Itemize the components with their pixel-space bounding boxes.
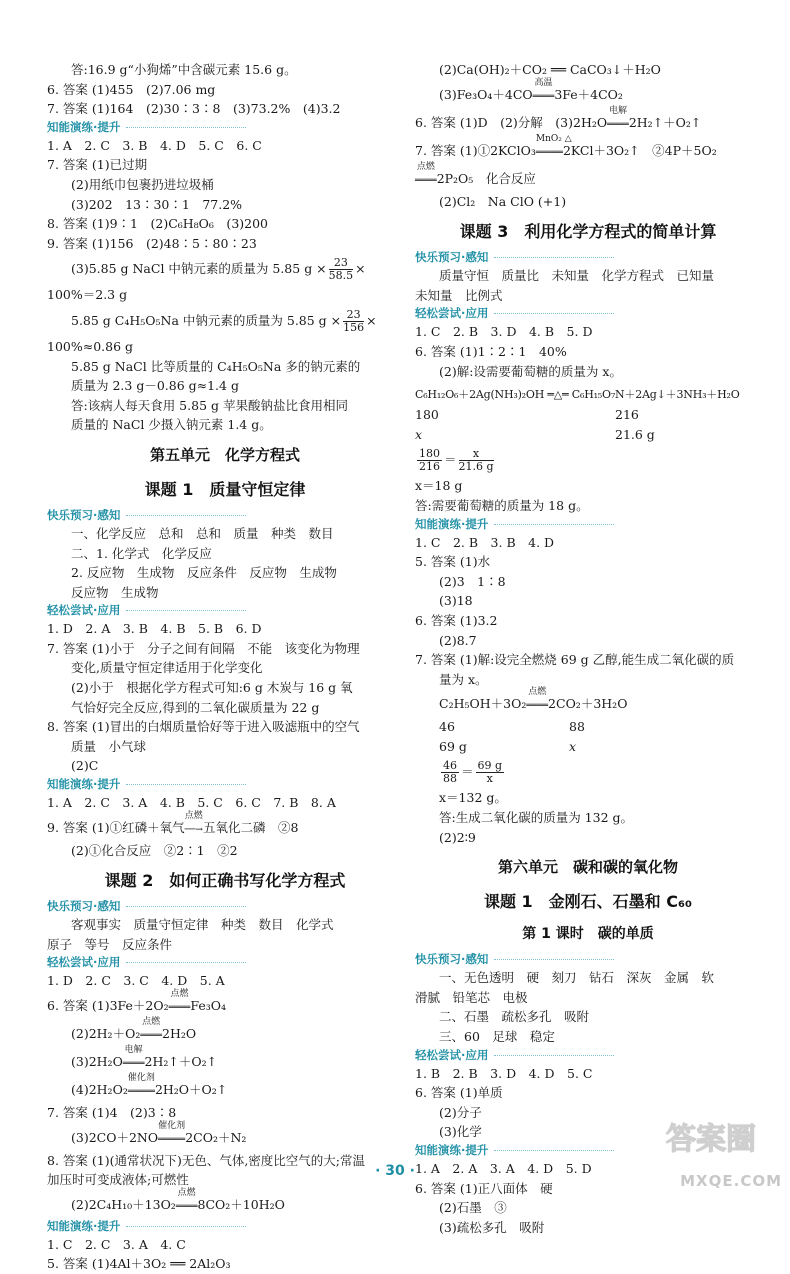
fraction-line	[47, 305, 403, 337]
equation-lhs: (3)Fe₃O₄＋4CO	[439, 86, 533, 102]
answer-line: 答:该病人每天食用 5.85 g 苹果酸钠盐比食用相同	[71, 397, 348, 413]
numerator: x	[459, 448, 494, 461]
ratio-row	[415, 425, 761, 445]
reaction-condition: 点燃	[184, 810, 203, 821]
answer-line: 2. 反应物 生成物 反应条件 反应物 生成物	[71, 565, 337, 581]
denominator: x	[486, 772, 493, 786]
section-tag: 快乐预习·感知	[415, 951, 761, 968]
answer-line: (3)202 13∶30∶1 77.2%	[71, 196, 243, 212]
numerator: 69 g	[477, 759, 503, 773]
reaction-arrow: 电解 ════	[122, 1045, 145, 1069]
answer-line: 1. C 2. B 3. D 4. B 5. D	[415, 324, 593, 340]
answer-line: (3)疏松多孔 吸附	[439, 1219, 545, 1235]
right-column	[415, 60, 761, 1237]
ratio-value: 21.6 g	[615, 426, 655, 442]
reaction-arrow: 点燃 ════	[415, 161, 437, 186]
answer-line: 1. D 2. A 3. B 4. B 5. B 6. D	[47, 621, 262, 637]
answer-line: 变化,质量守恒定律适用于化学变化	[71, 660, 263, 676]
reaction-condition: MnO₂ △	[535, 133, 572, 144]
section-tag: 知能演练·提升	[415, 516, 761, 533]
answer-line: 滑腻 铅笔芯 电极	[415, 989, 528, 1005]
answer-line: (2)小于 根据化学方程式可知:6 g 木炭与 16 g 氧	[71, 680, 353, 696]
answer-line: 7. 答案 (1)已过期	[47, 157, 148, 173]
equation-lhs: (2)2C₄H₁₀＋13O₂	[71, 1196, 176, 1212]
answer-line: 二、1. 化学式 化学反应	[71, 545, 212, 561]
equation-line	[47, 810, 403, 841]
equation-lhs: (4)2H₂O₂	[71, 1082, 128, 1097]
numerator: 23	[343, 309, 364, 322]
answer-line: 量为 x。	[439, 671, 488, 687]
ratio-row	[415, 405, 761, 425]
equation-rhs: 2P₂O₅ 化合反应	[436, 170, 536, 186]
answer-line: 1. A 2. C 3. A 4. B 5. C 6. C 7. B 8. A	[47, 795, 336, 811]
reaction-arrow: 点燃 ════	[140, 1017, 163, 1041]
reaction-arrow: 电解 ════	[607, 105, 629, 130]
reaction-condition: 催化剂	[127, 1073, 155, 1083]
answer-line: (2)石墨 ③	[439, 1200, 507, 1216]
reaction-condition: 点燃	[528, 687, 547, 698]
equation-lhs: (3)2H₂O	[71, 1054, 123, 1069]
answer-line: 答:生成二氧化碳的质量为 132 g。	[439, 810, 634, 826]
fraction	[329, 257, 354, 282]
ratio-value: 88	[569, 719, 585, 735]
section-tag: 知能演练·提升	[47, 1218, 403, 1235]
ratio-value: 46	[439, 719, 455, 735]
fraction-text: (3)5.85 g NaCl 中钠元素的质量为 5.85 g ×	[71, 261, 327, 277]
equation-line	[47, 1120, 403, 1151]
fraction	[417, 448, 442, 473]
ratio-value: 69 g	[439, 738, 467, 754]
answer-line: 气恰好完全反应,得到的二氧化碳质量为 22 g	[71, 699, 320, 715]
numerator: 46	[443, 759, 457, 773]
ratio-row	[415, 717, 761, 737]
answer-line: 5. 答案 (1)4Al＋3O₂ ══ 2Al₂O₃	[47, 1256, 231, 1272]
fraction-text: ×	[366, 312, 377, 328]
reaction-condition: 催化剂	[158, 1120, 186, 1131]
answer-line: 6. 答案 (1)455 (2)7.06 mg	[47, 81, 216, 97]
answer-line: (2)用纸巾包裹扔进垃圾桶	[71, 176, 214, 192]
answer-line: (2)分子	[439, 1104, 482, 1120]
section-tag: 轻松尝试·应用	[47, 954, 403, 971]
equation-rhs: 2H₂↑＋O₂↑	[628, 114, 702, 130]
answer-line: 未知量 比例式	[415, 287, 503, 303]
section-tag: 知能演练·提升	[47, 119, 403, 136]
left-column	[47, 60, 403, 1274]
equation-lhs: (3)2CO＋2NO	[71, 1129, 159, 1145]
answer-line: 1. B 2. B 3. D 4. D 5. C	[415, 1065, 593, 1081]
answer-line: 7. 答案 (1)164 (2)30∶3∶8 (3)73.2% (4)3.2	[47, 101, 341, 117]
ratio-value: 216	[615, 407, 639, 423]
answer-line: 7. 答案 (1)4 (2)3∶8	[47, 1105, 177, 1120]
equation-line	[47, 1019, 403, 1047]
answer-line: (2)8.7	[439, 632, 477, 648]
equation-rhs: 2H₂↑＋O₂↑	[144, 1054, 218, 1069]
reaction-arrow: 点燃 ════	[168, 989, 191, 1013]
session-heading: 第 1 课时 碳的单质	[522, 926, 654, 943]
ratio-value: 180	[415, 407, 439, 423]
equation-line	[47, 991, 403, 1019]
answer-line: (2)C	[71, 758, 99, 774]
answer-line: (2)Ca(OH)₂＋CO₂ ══ CaCO₃↓＋H₂O	[439, 62, 661, 77]
denominator: 156	[343, 320, 365, 334]
reaction-condition: 电解	[608, 105, 627, 116]
reaction-arrow: 高温 ════	[532, 77, 555, 102]
answer-line: 8. 答案 (1)9∶1 (2)C₆H₈O₆ (3)200	[47, 216, 269, 232]
section-tag: 快乐预习·感知	[47, 507, 403, 524]
denominator: 21.6 g	[458, 460, 494, 474]
section-tag: 快乐预习·感知	[47, 898, 403, 915]
answer-line: x＝132 g。	[439, 790, 507, 806]
answer-line: 客观事实 质量守恒定律 种类 数目 化学式	[71, 917, 334, 933]
equation-line	[47, 1187, 403, 1218]
equation-rhs: 3Fe＋4CO₂	[554, 86, 623, 102]
denominator: 216	[419, 460, 440, 474]
answer-line: 6. 答案 (1)3.2	[415, 612, 498, 628]
watermark-text: 答案圈	[666, 1122, 756, 1157]
equation-rhs: 8CO₂＋10H₂O	[197, 1196, 285, 1212]
answer-line: 5.85 g NaCl 比等质量的 C₄H₅O₅Na 多的钠元素的	[71, 358, 361, 374]
answer-line: x＝18 g	[415, 478, 463, 494]
answer-line: 一、化学反应 总和 总和 质量 种类 数目	[71, 525, 334, 541]
lesson-heading: 课题 1 质量守恒定律	[144, 479, 306, 499]
equation-rhs: 2H₂O＋O₂↑	[154, 1082, 228, 1097]
answer-line: 7. 答案 (1)小于 分子之间有间隔 不能 该变化为物理	[47, 640, 360, 656]
reaction-condition: 电解	[124, 1045, 143, 1055]
reaction-arrow: 催化剂 ═════	[127, 1073, 155, 1097]
answer-line: 三、60 足球 稳定	[439, 1029, 555, 1045]
ratio-value: x	[569, 738, 577, 754]
answer-line: 答:需要葡萄糖的质量为 18 g。	[415, 497, 589, 513]
proportion-line: $\frac{46}{88}$ ＝ $\frac{69 g}{x}$	[443, 759, 503, 786]
section-tag: 轻松尝试·应用	[47, 602, 403, 619]
equation-lhs: 6. 答案 (1)3Fe＋2O₂	[47, 998, 169, 1013]
reaction-condition: 点燃	[177, 1187, 196, 1198]
unit-heading: 第六单元 碳和碳的氧化物	[497, 858, 678, 877]
fraction	[343, 309, 364, 334]
equation-line	[415, 105, 761, 136]
reaction-arrow: 点燃 ──→	[184, 810, 203, 835]
answer-line: (2)Cl₂ Na ClO (+1)	[439, 193, 567, 209]
section-tag: 轻松尝试·应用	[415, 1047, 761, 1064]
answer-line: 二、石墨 疏松多孔 吸附	[439, 1009, 590, 1025]
answer-line: (3)化学	[439, 1124, 482, 1140]
lesson-heading: 课题 1 金刚石、石墨和 C₆₀	[483, 892, 693, 912]
answer-line: 一、无色透明 硬 刻刀 钻石 深灰 金属 软	[439, 970, 715, 986]
answer-line: 7. 答案 (1)解:设完全燃烧 69 g 乙醇,能生成二氧化碳的质	[415, 652, 735, 668]
proportion-line: $\frac{180}{216}$ ＝ $\frac{x}{21.6 g}$	[419, 447, 494, 474]
answer-line: 质量的 NaCl 少摄入钠元素 1.4 g。	[71, 417, 272, 433]
answer-line: 1. A 2. A 3. A 4. D 5. D	[415, 1161, 592, 1176]
reaction-arrow: 点燃 ════	[175, 1187, 198, 1212]
answer-line: (2)①化合反应 ②2∶1 ②2	[71, 842, 238, 858]
fraction	[476, 760, 505, 785]
reaction-condition: 点燃	[416, 161, 435, 172]
equation-rhs: 2H₂O	[162, 1026, 197, 1041]
fraction-text: ×	[355, 261, 366, 277]
equation-line: C₆H₁₂O₆＋2Ag(NH₃)₂OH ═△═ C₆H₁₅O₇N＋2Ag↓＋3NH₃＋H₂O	[415, 388, 740, 402]
equation-line	[415, 133, 761, 164]
answer-line: 9. 答案 (1)156 (2)48∶5∶80∶23	[47, 235, 257, 251]
answer-line: 6. 答案 (1)1∶2∶1 40%	[415, 343, 567, 359]
answer-line: 反应物 生成物	[71, 584, 159, 600]
answer-line: 100%≈0.86 g	[47, 338, 134, 354]
answer-line: (2)2∶9	[439, 829, 476, 845]
fraction-text: 5.85 g C₄H₅O₅Na 中钠元素的质量为 5.85 g ×	[71, 312, 342, 328]
reaction-condition: 点燃	[170, 989, 189, 999]
equation-lhs: 9. 答案 (1)①红磷＋氧气	[47, 819, 185, 835]
fraction-line	[47, 253, 403, 285]
reaction-arrow: MnO₂ △ ═════	[535, 133, 572, 158]
lesson-heading: 课题 2 如何正确书写化学方程式	[104, 871, 346, 891]
answer-line: 1. C 2. B 3. B 4. D	[415, 534, 555, 550]
answer-line: (3)18	[439, 593, 473, 609]
numerator: 23	[329, 257, 354, 270]
equation-rhs: 2CO₂＋3H₂O	[548, 696, 628, 712]
section-tag: 快乐预习·感知	[415, 249, 761, 266]
answer-line: (2)3 1∶8	[439, 573, 506, 589]
answer-line: 质量守恒 质量比 未知量 化学方程式 已知量	[439, 268, 715, 284]
answer-line: 1. D 2. C 3. C 4. D 5. A	[47, 973, 225, 989]
section-tag: 知能演练·提升	[47, 776, 403, 793]
answer-line: 质量为 2.3 g－0.86 g≈1.4 g	[71, 378, 239, 394]
equation-lhs: C₂H₅OH＋3O₂	[439, 696, 527, 712]
answer-line: 8. 答案 (1)(通常状况下)无色、气体,密度比空气的大;常温	[47, 1152, 366, 1168]
lesson-heading: 课题 3 利用化学方程式的简单计算	[459, 222, 717, 242]
equation-rhs: 2KCl＋3O₂↑ ②4P＋5O₂	[562, 142, 717, 158]
equation-rhs: 五氧化二磷 ②8	[202, 819, 299, 835]
answer-line: 6. 答案 (1)单质	[415, 1085, 503, 1101]
watermark-url: MXQE.COM	[680, 1172, 782, 1191]
equation-rhs: Fe₃O₄	[190, 998, 226, 1013]
equation-line	[47, 1075, 403, 1103]
answer-line: 质量 小气球	[71, 738, 147, 754]
equation-line	[47, 1047, 403, 1075]
answer-line: 5. 答案 (1)水	[415, 554, 491, 570]
answer-line: 100%＝2.3 g	[47, 287, 128, 303]
section-tag: 知能演练·提升	[415, 1142, 761, 1159]
watermark-logo	[660, 1122, 788, 1194]
answer-line: 答:16.9 g“小狗烯”中含碳元素 15.6 g。	[71, 62, 297, 77]
answer-line: 1. C 2. C 3. A 4. C	[47, 1236, 186, 1252]
fraction	[441, 760, 459, 785]
equation-rhs: 2CO₂＋N₂	[185, 1129, 247, 1145]
answer-line: (2)解:设需要葡萄糖的质量为 x。	[439, 363, 622, 379]
section-tag: 轻松尝试·应用	[415, 305, 761, 322]
equation-line	[415, 161, 761, 192]
denominator: 58.5	[328, 269, 354, 283]
equation-lhs: (2)2H₂＋O₂	[71, 1026, 141, 1041]
numerator: 180	[419, 447, 440, 461]
answer-line: 加压时可变成液体;可燃性	[47, 1172, 189, 1188]
reaction-arrow: 催化剂 ═════	[158, 1120, 186, 1145]
reaction-condition: 高温	[534, 77, 553, 88]
fraction	[459, 448, 494, 473]
equation-line	[415, 689, 761, 717]
answer-line: 8. 答案 (1)冒出的白烟质量恰好等于进入吸滤瓶中的空气	[47, 719, 360, 735]
answer-line: 1. A 2. C 3. B 4. D 5. C 6. C	[47, 137, 262, 153]
answer-line: 6. 答案 (1)正八面体 硬	[415, 1180, 553, 1196]
unit-heading: 第五单元 化学方程式	[149, 445, 300, 464]
answer-line: 原子 等号 反应条件	[47, 936, 173, 952]
equation-lhs: 6. 答案 (1)D (2)分解 (3)2H₂O	[415, 114, 608, 130]
reaction-condition: 点燃	[142, 1017, 161, 1027]
ratio-row	[415, 737, 761, 757]
page-number: · 30 ·	[375, 1163, 415, 1179]
equation-lhs: 7. 答案 (1)①2KClO₃	[415, 142, 536, 158]
ratio-value: x	[415, 426, 423, 442]
equation-line	[415, 77, 761, 108]
denominator: 88	[443, 772, 457, 786]
reaction-arrow: 点燃 ════	[526, 687, 549, 712]
